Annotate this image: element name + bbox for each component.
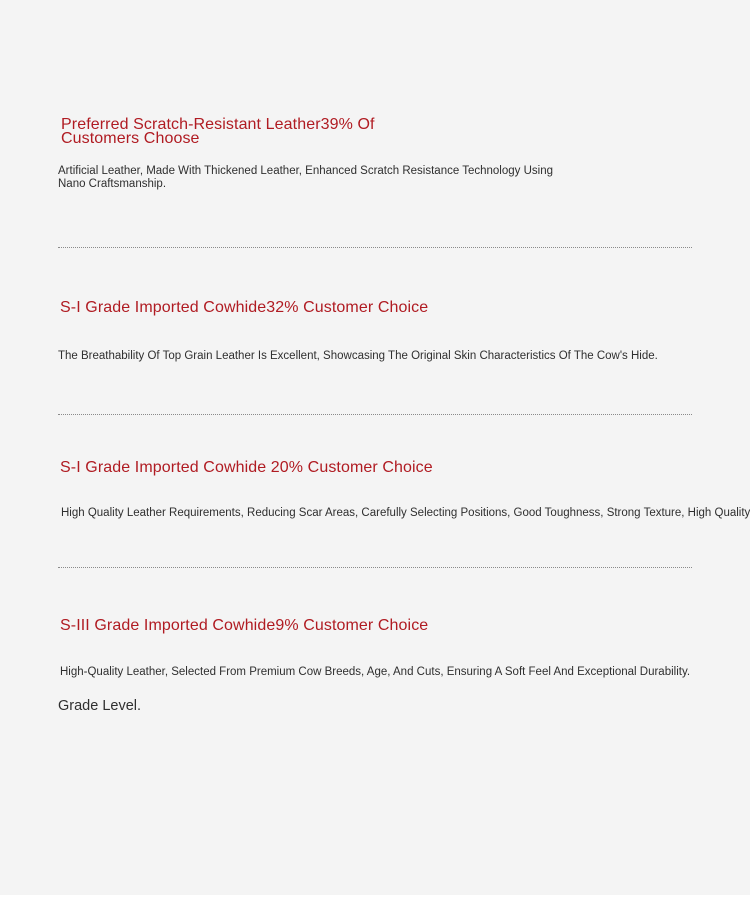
section-divider: [58, 567, 692, 568]
section-divider: [58, 247, 692, 248]
section-3-description: High Quality Leather Requirements, Reducing Scar Areas, Carefully Selecting Positions, Good Toughness, Strong Texture, High Quality: [61, 507, 750, 519]
section-divider: [58, 414, 692, 415]
section-1-title: Preferred Scratch-Resistant Leather39% Of Customers Choose: [61, 116, 375, 147]
section-4-description: High-Quality Leather, Selected From Premium Cow Breeds, Age, And Cuts, Ensuring A Soft Feel And Exceptional Durability.: [60, 666, 691, 678]
section-3-title: S-I Grade Imported Cowhide 20% Customer Choice: [60, 459, 433, 476]
section-4-title: S-III Grade Imported Cowhide9% Customer Choice: [60, 617, 429, 634]
grade-level-note: Grade Level.: [58, 698, 142, 714]
section-2-title: S-I Grade Imported Cowhide32% Customer Choice: [60, 299, 429, 316]
section-1-description: Artificial Leather, Made With Thickened Leather, Enhanced Scratch Resistance Technology Using Nano Craftsmanship.: [58, 165, 553, 190]
section-2-description: The Breathability Of Top Grain Leather Is Excellent, Showcasing The Original Skin Characteristics Of The Cow's Hide.: [58, 350, 658, 362]
